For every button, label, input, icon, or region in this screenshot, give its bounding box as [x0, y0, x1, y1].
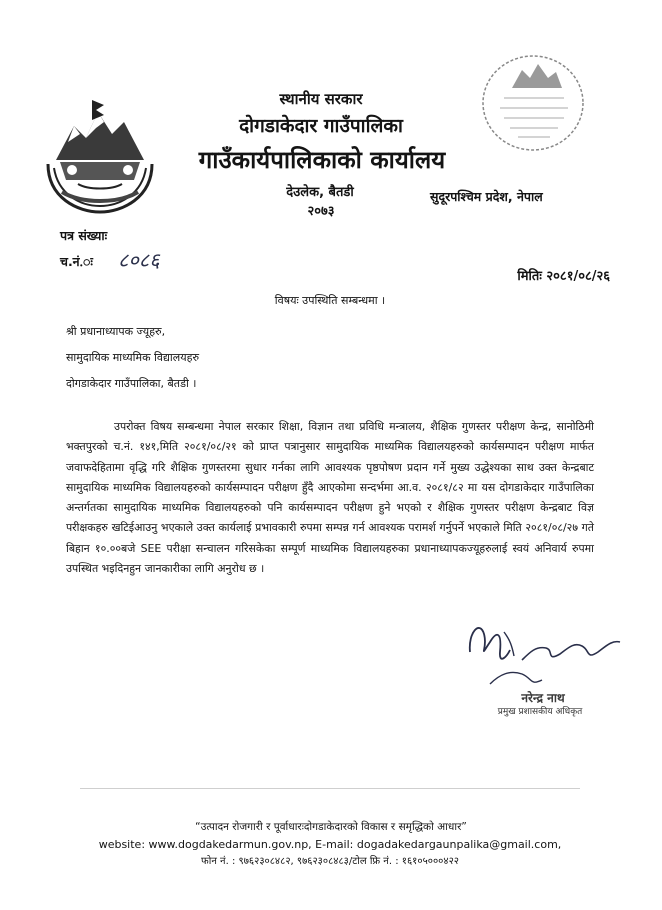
footer-phone: फोन नं. : ९७६२३०८४८२, ९७६२३०८४८३/टोल फ्रि नं. : १६१०५०००४२२ — [201, 856, 459, 867]
letter-body: उपरोक्त विषय सम्बन्धमा नेपाल सरकार शिक्षा, विज्ञान तथा प्रविधि मन्त्रालय, शैक्षिक गुणस्तर परीक्षण केन्द्र, सानोठिमी भक्तपुरको च.नं. १४१,मिति २०८१/०८/२१ को प्राप्त पत्रानुसार सामुदायिक माध्यमिक विद्यालयहरुको कार्यसम्पादन परीक्षण मार्फत जवाफदेहितामा वृद्धि गरि शैक्षिक गुणस्तरमा सुधार गर्नका लागि आवश्यक पृष्ठपोषण प्रदान गर्ने मुख्य उद्धेश्यका साथ उक्त केन्द्रबाट सामुदायिक माध्यमिक विद्यालयहरुको कार्यसम्पादन परीक्षण हुँदै आएकोमा सन्दर्भमा आ.व. २०८१/८२ मा यस दोगडाकेदार गाउँपालिका अन्तर्गतका सामुदायिक माध्यमिक विद्यालयहरुको पनि कार्यसम्पादन परीक्षण हुने भएको र शैक्षिक गुणस्तर परीक्षण केन्द्रबाट विज्ञ परीक्षकहरु खटिईआउनु भएकाले उक्त कार्यलाई प्रभावकारी रुपमा सम्पन्न गर्न आवश्यक परामर्श गर्नुपर्ने भएकाले मिति २०८१/०८/२७ गते बिहान १०.००बजे SEE परीक्षा सन्चालन गरिसकेका सम्पूर्ण माध्यमिक विद्यालयहरुका प्रधानाध्यापकज्यूहरुलाई स्वयं अनिवार्य रुपमा उपस्थित भइदिनहुन जानकारीका लागि अनुरोध छ । — [66, 420, 594, 576]
header-office-name: गाउँकार्यपालिकाको कार्यालय — [198, 146, 446, 174]
handwritten-signature-icon — [450, 612, 640, 694]
letter-subject: विषयः उपस्थिति सम्बन्धमा । — [274, 294, 386, 307]
header-municipality-name: दोगडाकेदार गाउँपालिका — [239, 115, 403, 137]
recipient-line: श्री प्रधानाध्यापक ज्यूहरु, — [66, 325, 166, 338]
dispatch-number-label: च.नं.ः — [60, 254, 93, 269]
signatory-name: नरेन्द्र नाथ — [521, 691, 565, 705]
nepal-emblem-icon — [38, 98, 162, 216]
dispatch-number-handwritten: ८०८६ — [118, 248, 160, 272]
header-province: सुदूरपश्चिम प्रदेश, नेपाल — [430, 189, 543, 204]
signatory-title: प्रमुख प्रशासकीय अधिकृत — [497, 707, 583, 717]
header-location: देउलेक, बैतडी — [286, 185, 354, 200]
recipient-line: दोगडाकेदार गाउँपालिका, बैतडी । — [66, 377, 197, 390]
letter-date: मितिः २०८१/०८/२६ — [517, 269, 610, 284]
footer-slogan: “उत्पादन रोजगारी र पूर्वाधारःदोगडाकेदारको विकास र समृद्धिको आधार” — [195, 821, 467, 833]
header-local-government: स्थानीय सरकार — [279, 90, 363, 108]
footer-website-email: website: www.dogdakedarmun.gov.np, E-mail: dogadakedargaunpalika@gmail.com, — [98, 838, 562, 851]
footer-divider — [80, 788, 580, 789]
header-established-year: २०७३ — [307, 204, 335, 219]
letter-number-label: पत्र संख्याः — [60, 228, 108, 243]
recipient-line: सामुदायिक माध्यमिक विद्यालयहरु — [66, 351, 200, 364]
office-round-stamp-icon — [478, 52, 588, 154]
